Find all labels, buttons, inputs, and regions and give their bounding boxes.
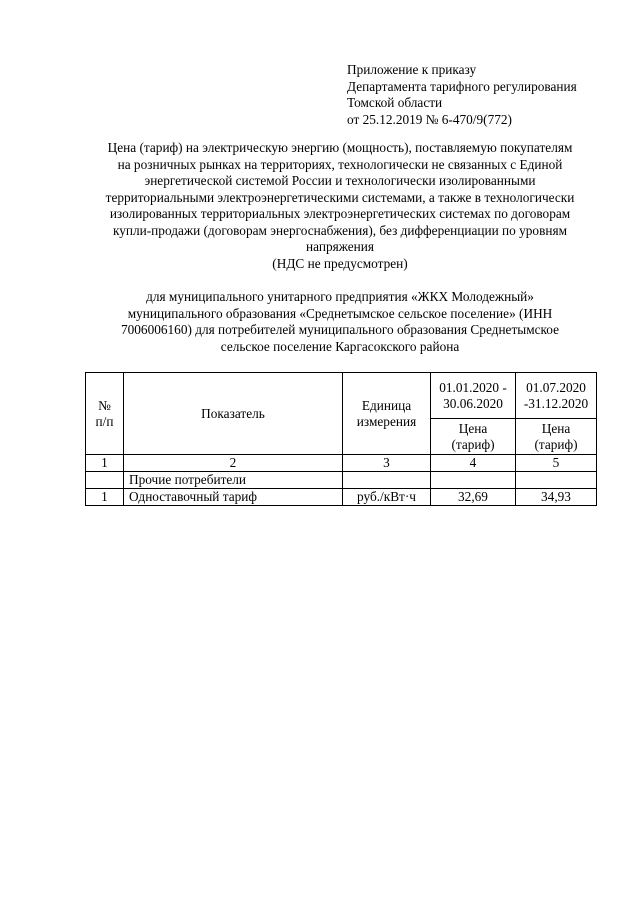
header-period-1: 01.01.2020 - 30.06.2020 [431, 373, 516, 419]
vat-note: (НДС не предусмотрен) [272, 255, 408, 271]
appendix-line: Приложение к приказу [347, 62, 477, 77]
index-cell: 2 [124, 455, 343, 472]
header-unit: Единица измерения [343, 373, 431, 455]
title-line: напряжения [306, 239, 374, 254]
title-line: Цена (тариф) на электрическую энергию (мощность), поставляемую покупателям [107, 140, 573, 155]
subtitle-line: 7006006160) для потребителей муниципального образования Среднетымское [120, 322, 560, 337]
group-price-cell [431, 472, 516, 489]
header-price-2: Цена (тариф) [516, 419, 597, 455]
row-price-2: 34,93 [516, 489, 597, 506]
table-row [86, 489, 597, 506]
subtitle-line: сельское поселение Каргасокского района [220, 338, 460, 354]
header-period-2: 01.07.2020 -31.12.2020 [516, 373, 597, 419]
subtitle-line: для муниципального унитарного предприятия «ЖКХ Молодежный» [146, 289, 534, 304]
group-unit-cell [343, 472, 431, 489]
index-cell: 5 [516, 455, 597, 472]
row-unit: руб./кВт·ч [343, 489, 431, 506]
index-cell: 4 [431, 455, 516, 472]
row-number: 1 [86, 489, 124, 506]
row-price-1: 32,69 [431, 489, 516, 506]
appendix-line: Томской области [347, 95, 443, 110]
appendix-block [347, 62, 627, 128]
group-number-cell [86, 472, 124, 489]
table-index-row [86, 455, 597, 472]
table-header-row [86, 373, 597, 419]
appendix-order-date: от 25.12.2019 № 6-470/9(772) [347, 111, 512, 127]
appendix-line: Департамента тарифного регулирования [347, 78, 577, 94]
title-line: территориальными электроэнергетическими системами, а также в технологически [105, 189, 575, 205]
tariff-table [85, 372, 597, 506]
title-line: изолированных территориальных электроэнергетических системах по договорам [109, 206, 571, 221]
title-line: купли-продажи (договорам энергоснабжения), без дифференциации по уровням [112, 222, 568, 238]
group-label: Прочие потребители [124, 472, 343, 489]
header-indicator: Показатель [124, 373, 343, 455]
index-cell: 3 [343, 455, 431, 472]
title-line: энергетической системой России и технологически изолированными [144, 173, 536, 188]
header-number: № п/п [86, 373, 124, 455]
header-price-1: Цена (тариф) [431, 419, 516, 455]
table-group-row [86, 472, 597, 489]
document-title [80, 140, 600, 272]
row-indicator: Одноставочный тариф [124, 489, 343, 506]
subtitle-line: муниципального образования «Среднетымское сельское поселение» (ИНН [127, 305, 553, 321]
organization-description [95, 289, 585, 355]
group-price-cell [516, 472, 597, 489]
index-cell: 1 [86, 455, 124, 472]
title-line: на розничных рынках на территориях, технологически не связанных с Единой [117, 156, 563, 172]
